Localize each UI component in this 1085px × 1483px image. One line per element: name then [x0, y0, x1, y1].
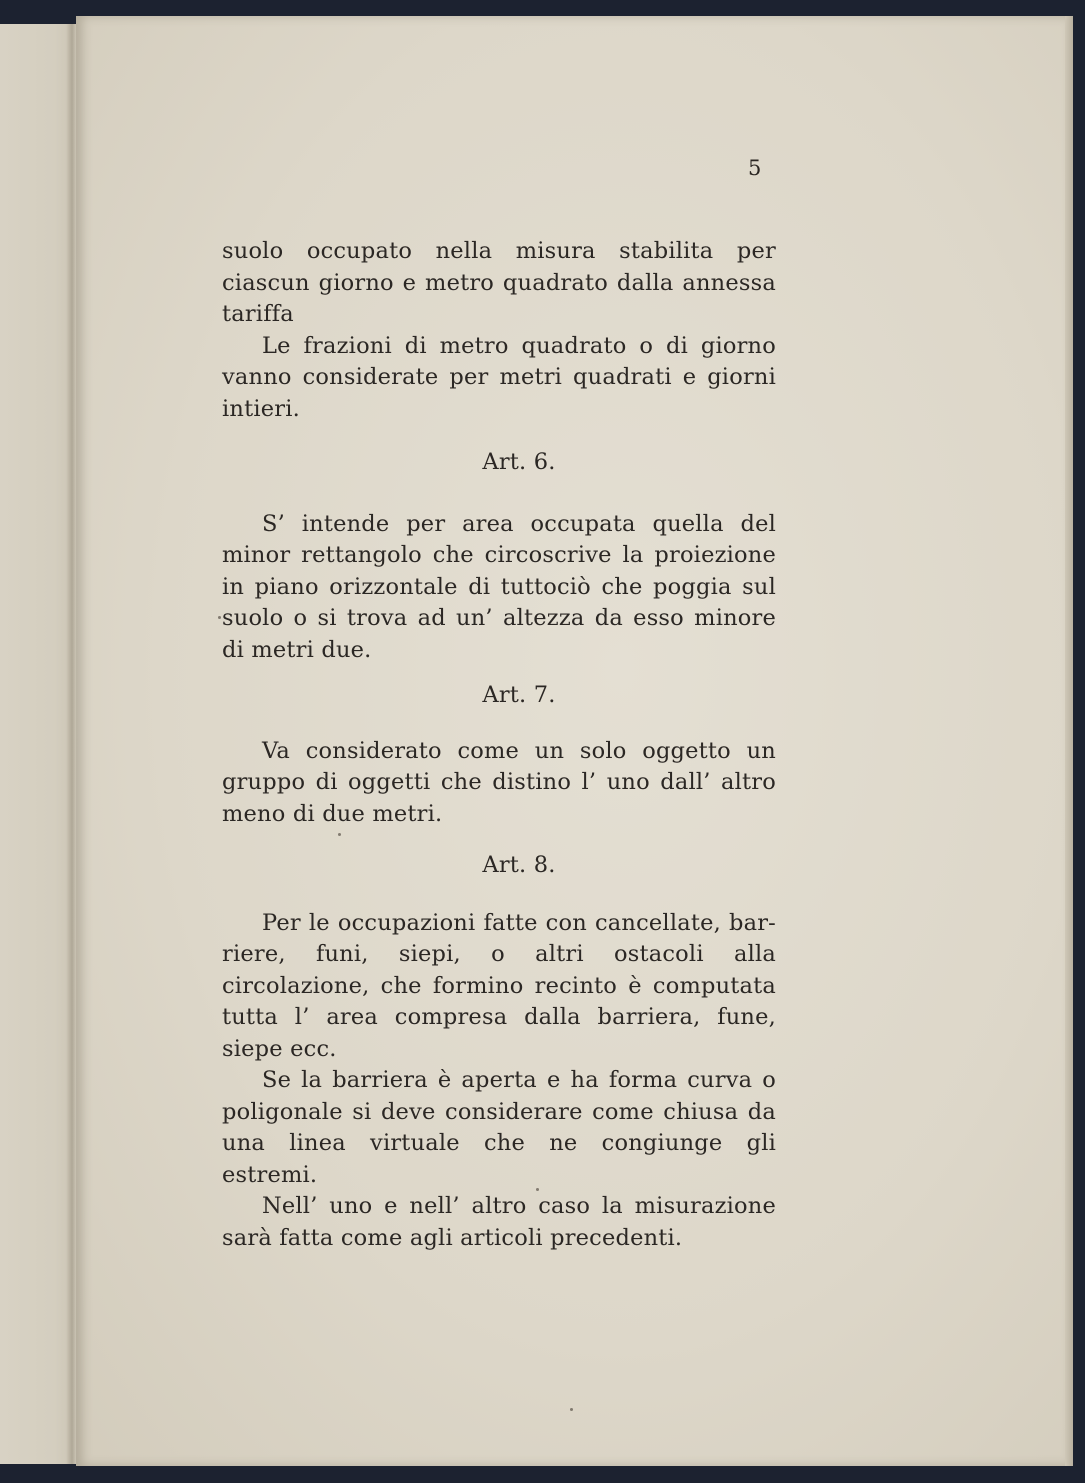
article-6-paragraph: S’ intende per area occupata quella del minor rettangolo che circoscrive la proiezione in piano orizzontale di tuttociò che poggia sul suolo o si trova ad un’ altezza da esso minore di metri due. — [222, 510, 776, 663]
continuation-paragraph: suolo occupato nella misura stabilita per ciascun giorno e metro quadrato dalla annessa tariffa — [222, 238, 776, 327]
frazioni-paragraph: Le frazioni di metro quadrato o di giorno vanno considerate per metri quadrati e giorni intieri. — [222, 332, 776, 422]
article-6-heading: Art. 6. — [482, 449, 556, 475]
article-8-heading: Art. 8. — [482, 852, 556, 878]
article-8-paragraph-2: Se la barriera è aperta e ha forma curva o poligonale si deve considerare come chiusa da una linea virtuale che ne congiunge gli estremi. — [222, 1067, 776, 1188]
paper-speck — [218, 616, 221, 619]
article-8-paragraph-3: Nell’ uno e nell’ altro caso la misurazione sarà fatta come agli articoli precedenti. — [222, 1193, 776, 1251]
article-7-paragraph: Va considerato come un solo oggetto un gruppo di oggetti che distino l’ uno dall’ altro meno di due metri. — [222, 737, 776, 827]
page-number: 5 — [748, 156, 762, 180]
article-7-heading: Art. 7. — [482, 682, 556, 708]
paper-speck — [338, 833, 341, 836]
paper-speck — [536, 1188, 539, 1191]
article-8-paragraph-1: Per le occupazioni fatte con cancellate, bar-riere, funi, siepi, o altri ostacoli alla circolazione, che formino recinto è computata tutta l’ area compresa dalla barriera, fune, siepe ecc. — [222, 909, 776, 1062]
page-text-block — [222, 236, 776, 1254]
book-gutter — [66, 24, 76, 1464]
paper-speck — [570, 1408, 573, 1411]
page-fore-edge — [1065, 16, 1073, 1466]
